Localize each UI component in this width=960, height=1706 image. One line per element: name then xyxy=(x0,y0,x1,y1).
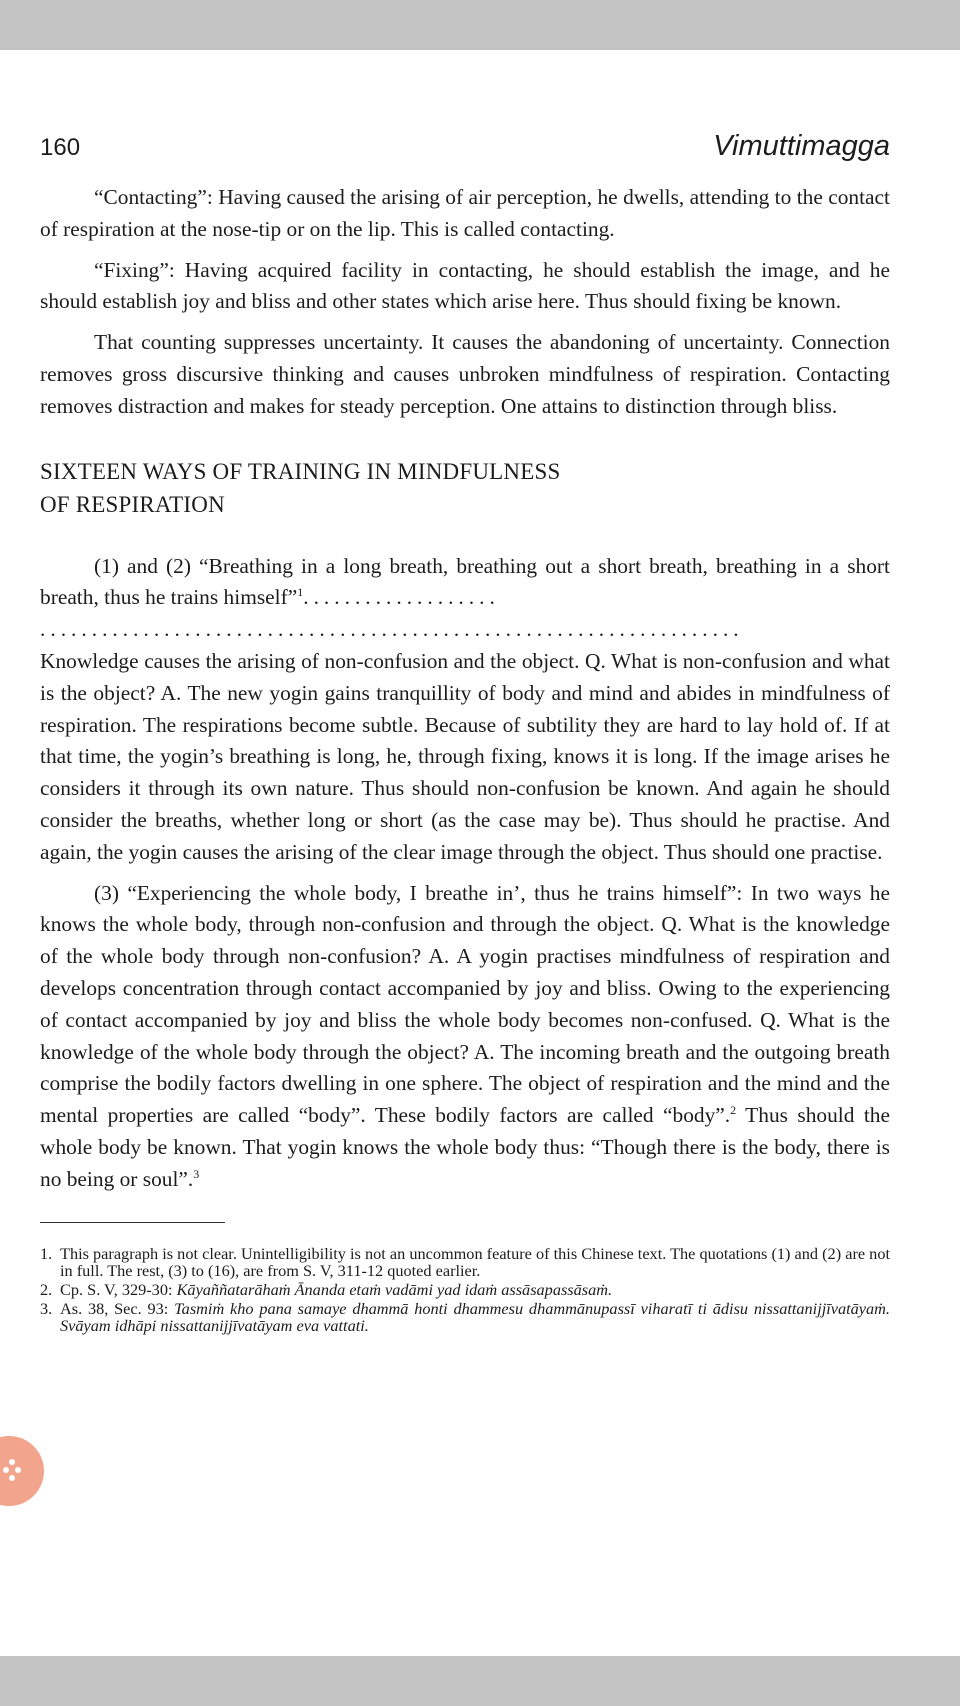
footnote-rule xyxy=(40,1222,225,1223)
whole-body-text-a: (3) “Experiencing the whole body, I breathe in’, thus he trains himself”: In two ways he knows the whole body, through non-confusion and through the object. Q. What is the knowledge of the whole body through non-confusion? A. A yogin practises mindfulness of respiration and develops concentration through contact accompanied by joy and bliss. Owing to the experiencing of contact accompanied by joy and bliss the whole body becomes non-confused. Q. What is the knowledge of the whole body through the object? A. The incoming breath and the outgoing breath comprise the bodily factors dwelling in one sphere. The object of respiration and the mind and the mental properties are called “body”. These bodily factors are called “body”. xyxy=(40,880,890,1128)
viewer-bottom-bar xyxy=(0,1656,960,1706)
book-page xyxy=(40,130,890,1336)
footnote-number: 1. xyxy=(40,1243,53,1263)
running-title: Vimuttimagga xyxy=(713,130,890,162)
paragraph-breathing xyxy=(40,551,890,615)
footnote-2 xyxy=(40,1281,890,1298)
footnote-number: 2. xyxy=(40,1279,53,1299)
dot-leader: ................... xyxy=(303,585,500,610)
footnote-ref-2: 2 xyxy=(730,1103,737,1117)
whole-body-text-b: Thus should the whole body be known. That yogin knows the whole body thus: “Though there is the body, there is no being or soul”. xyxy=(40,1103,890,1191)
section-heading xyxy=(40,455,890,521)
heading-line-1: SIXTEEN WAYS OF TRAINING IN MINDFULNESS xyxy=(40,458,561,484)
paragraph-counting: That counting suppresses uncertainty. It causes the abandoning of uncertainty. Connection removes gross discursive thinking and causes unbroken mindfulness of respiration. Contacting removes distraction and makes for steady perception. One attains to distinction through bliss. xyxy=(40,330,890,418)
floating-action-button[interactable] xyxy=(0,1436,44,1506)
footnote-citation: Cp. S. V, 329-30: xyxy=(60,1279,177,1299)
footnote-text: This paragraph is not clear. Unintelligibility is not an uncommon feature of this Chinese text. The quotations (1) and (2) are not in full. The rest, (3) to (16), are from S. V, 311-12 quoted earlier. xyxy=(60,1243,890,1280)
paragraph-fixing: “Fixing”: Having acquired facility in contacting, he should establish the image, and he should establish joy and bliss and other states which arise here. Thus should fixing be known. xyxy=(40,257,890,314)
dots-line: .................................................................... xyxy=(40,617,744,642)
heading-line-2: OF RESPIRATION xyxy=(40,491,225,517)
breathing-text: (1) and (2) “Breathing in a long breath, breathing out a short breath, breathing in a short breath, thus he trains himself” xyxy=(40,553,890,610)
footnote-3 xyxy=(40,1300,890,1334)
footnote-citation: As. 38, Sec. 93: xyxy=(60,1298,175,1318)
paragraph-whole-body xyxy=(40,878,890,1196)
footnote-ref-3: 3 xyxy=(193,1166,200,1181)
footnote-pali: Tasmiṁ kho pana samaye dhammā honti dhammesu dhammānupassī viharatī ti ādisu nissattanijjīvatāyaṁ. Svāyam idhāpi nissattanijjīvatāyam eva vattati. xyxy=(60,1298,890,1335)
footnote-pali: Kāyaññatarāhaṁ Ānanda etaṁ vadāmi yad idaṁ assāsapassāsaṁ. xyxy=(176,1279,613,1299)
page-header xyxy=(40,130,890,182)
page-number: 160 xyxy=(40,134,81,161)
paragraph-knowledge: Knowledge causes the arising of non-confusion and the object. Q. What is non-confusion and what is the object? A. The new yogin gains tranquillity of body and mind and abides in mindfulness of respiration. The respirations become subtle. Because of subtility they are hard to lay hold of. If at that time, the yogin’s breathing is long, he, through fixing, knows it is long. If the image arises he considers it through its own nature. Thus should non-confusion be known. And again he should consider the breaths, whether long or short (as the case may be). Thus should he practise. And again, the yogin causes the arising of the clear image through the object. Thus should one practise. xyxy=(40,648,890,864)
footnote-1 xyxy=(40,1245,890,1279)
footnote-text xyxy=(60,1300,890,1334)
viewer-top-bar xyxy=(0,0,960,50)
paragraph-contacting: “Contacting”: Having caused the arising of air perception, he dwells, attending to the contact of respiration at the nose-tip or on the lip. This is called contacting. xyxy=(40,185,890,241)
footnote-text xyxy=(60,1281,890,1298)
footnote-ref-1: 1 xyxy=(297,585,304,600)
footnote-number: 3. xyxy=(40,1298,53,1318)
